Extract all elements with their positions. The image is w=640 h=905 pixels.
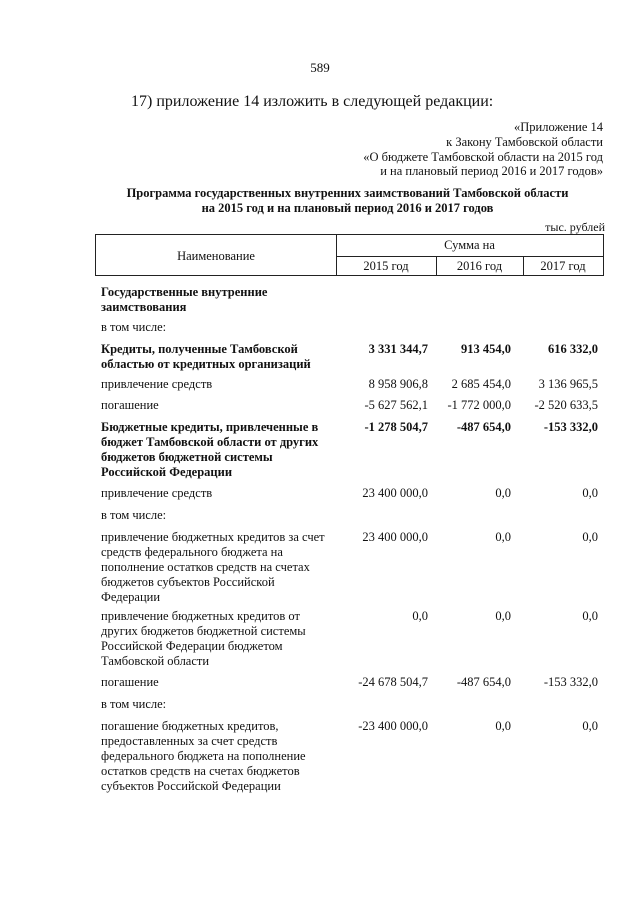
row-name: привлечение бюджетных кредитов за счет средств федерального бюджета на пополнение остатков средств на счетах бюджетов субъектов Российской Федерации	[101, 530, 325, 604]
value-2017: 3 136 965,5	[538, 377, 598, 391]
row-name: Бюджетные кредиты, привлеченные в бюджет Тамбовской области от других бюджетов бюджетной системы Российской Федерации	[101, 420, 319, 479]
header-divider	[336, 256, 603, 257]
value-2015: 23 400 000,0	[362, 486, 428, 500]
header-year-2015: 2015 год	[363, 259, 409, 273]
table-header	[95, 234, 604, 276]
amendment-instruction: 17) приложение 14 изложить в следующей редакции:	[131, 93, 494, 110]
row-name: погашение бюджетных кредитов, предоставленных за счет средств федерального бюджета на пополнение остатков средств на счетах бюджетов субъектов Российской Федерации	[101, 719, 306, 793]
value-2016: 2 685 454,0	[451, 377, 511, 391]
value-2017: 0,0	[582, 609, 598, 623]
value-2016: 0,0	[495, 719, 511, 733]
appendix-line: к Закону Тамбовской области	[446, 134, 603, 149]
row-name: в том числе:	[101, 508, 167, 522]
header-sum: Сумма на	[444, 238, 495, 252]
value-2015: 3 331 344,7	[368, 342, 428, 356]
header-year-2016: 2016 год	[456, 259, 503, 273]
value-2017: -153 332,0	[543, 675, 598, 689]
value-2016: -487 654,0	[456, 675, 511, 689]
value-2016: 0,0	[495, 486, 511, 500]
value-2017: -2 520 633,5	[534, 398, 598, 412]
header-year-2017: 2017 год	[540, 259, 586, 273]
appendix-line: «О бюджете Тамбовской области на 2015 год	[363, 149, 603, 164]
row-name: привлечение средств	[101, 486, 213, 500]
value-2017: -153 332,0	[543, 420, 598, 434]
document-title	[95, 186, 600, 216]
value-2017: 0,0	[582, 486, 598, 500]
row-name: погашение	[101, 398, 159, 412]
header-name: Наименование	[177, 249, 255, 263]
appendix-line: «Приложение 14	[514, 120, 603, 134]
title-line-1: Программа государственных внутренних заимствований Тамбовской области	[126, 186, 569, 200]
value-2015: 23 400 000,0	[362, 530, 428, 544]
value-2015: -5 627 562,1	[364, 398, 428, 412]
units-label: тыс. рублей	[545, 220, 605, 234]
row-name: привлечение бюджетных кредитов от других бюджетов бюджетной системы Российской Федерации бюджетом Тамбовской области	[101, 609, 306, 668]
row-name: Кредиты, полученные Тамбовской областью от кредитных организаций	[101, 342, 311, 371]
value-2017: 616 332,0	[548, 342, 598, 356]
value-2016: -1 772 000,0	[447, 398, 511, 412]
value-2016: 913 454,0	[461, 342, 511, 356]
value-2016: -487 654,0	[456, 420, 511, 434]
value-2015: -1 278 504,7	[364, 420, 428, 434]
row-name: привлечение средств	[101, 377, 213, 391]
row-name: в том числе:	[101, 697, 167, 711]
title-line-2: на 2015 год и на плановый период 2016 и 2017 годов	[201, 201, 494, 215]
page-number: 589	[310, 60, 330, 75]
value-2016: 0,0	[495, 609, 511, 623]
appendix-line: и на плановый период 2016 и 2017 годов»	[380, 164, 603, 179]
appendix-header	[363, 120, 603, 179]
value-2015: 0,0	[412, 609, 428, 623]
value-2017: 0,0	[582, 530, 598, 544]
value-2016: 0,0	[495, 530, 511, 544]
row-name: в том числе:	[101, 320, 167, 334]
value-2015: -23 400 000,0	[358, 719, 428, 733]
value-2015: 8 958 906,8	[368, 377, 428, 391]
row-name: погашение	[101, 675, 159, 689]
value-2017: 0,0	[582, 719, 598, 733]
value-2015: -24 678 504,7	[358, 675, 428, 689]
row-name: Государственные внутренние заимствования	[101, 285, 268, 314]
